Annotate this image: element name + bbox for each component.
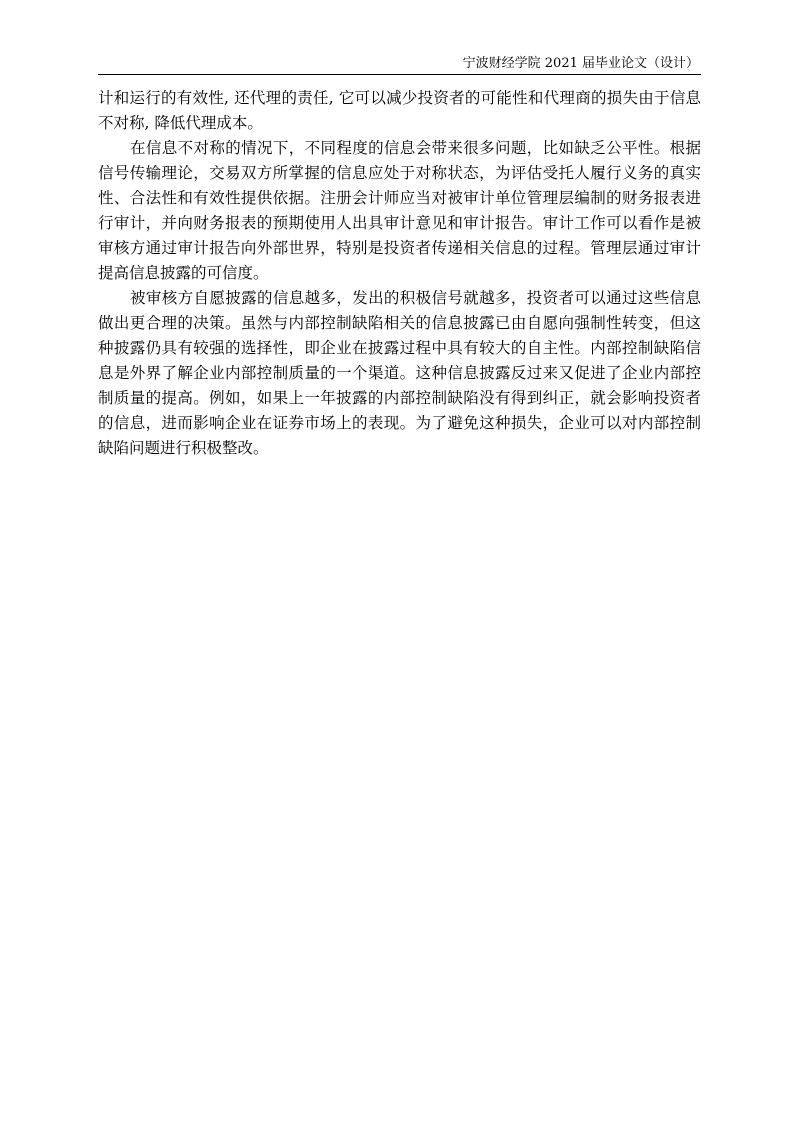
paragraph-continued: 计和运行的有效性, 还代理的责任, 它可以减少投资者的可能性和代理商的损失由于信息不对称, 降低代理成本。	[98, 89, 701, 132]
paragraph-voluntary-disclosure: 被审核方自愿披露的信息越多，发出的积极信号就越多，投资者可以通过这些信息做出更合理的决策。虽然与内部控制缺陷相关的信息披露已由自愿向强制性转变，但这种披露仍具有较强的选择性，即企业在披露过程中具有较大的自主性。内部控制缺陷信息是外界了解企业内部控制质量的一个渠道。这种信息披露反过来又促进了企业内部控制质量的提高。例如，如果上一年披露的内部控制缺陷没有得到纠正，就会影响投资者的信息，进而影响企业在证券市场上的表现。为了避免这种损失，企业可以对内部控制缺陷问题进行积极整改。	[98, 289, 701, 457]
body-text	[98, 86, 701, 461]
paragraph-information-asymmetry: 在信息不对称的情况下，不同程度的信息会带来很多问题，比如缺乏公平性。根据信号传输理论，交易双方所掌握的信息应处于对称状态，为评估受托人履行义务的真实性、合法性和有效性提供依据。注册会计师应当对被审计单位管理层编制的财务报表进行审计，并向财务报表的预期使用人出具审计意见和审计报告。审计工作可以看作是被审核方通过审计报告向外部世界，特别是投资者传递相关信息的过程。管理层通过审计提高信息披露的可信度。	[98, 139, 701, 282]
header-title: 宁波财经学院 2021 届毕业论文（设计）	[462, 56, 699, 71]
page-header	[98, 56, 701, 75]
